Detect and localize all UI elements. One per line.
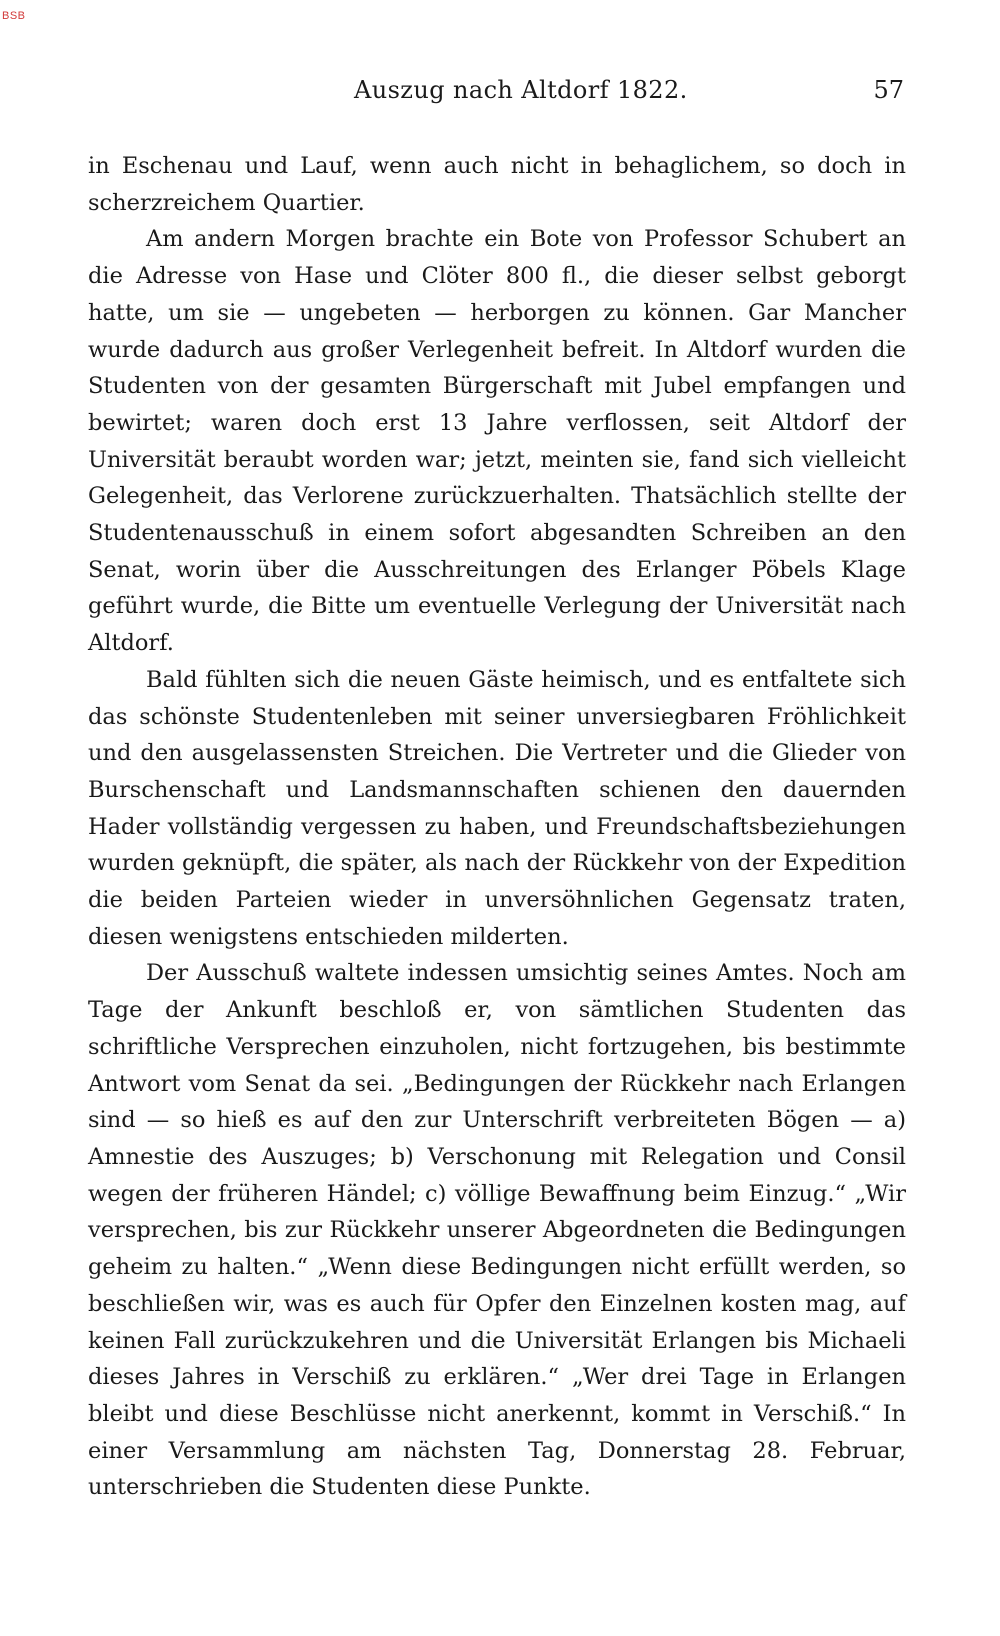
page-header: [84, 76, 904, 116]
body-text: [88, 148, 906, 1506]
running-title: Auszug nach Altdorf 1822.: [354, 76, 688, 104]
paragraph-continuation: in Eschenau und Lauf, wenn auch nicht in behaglichem, so doch in scherzreichem Quartier.: [88, 153, 906, 216]
paragraph: Der Ausschuß waltete indessen umsichtig seines Amtes. Noch am Tage der Ankunft beschloß er, von sämtlichen Studenten das schriftliche Versprechen einzuholen, nicht fortzugehen, bis bestimmte Antwort vom Senat da sei. „Bedingungen der Rückkehr nach Erlangen sind — so hieß es auf den zur Unterschrift verbreiteten Bögen — a) Amnestie des Auszuges; b) Verschonung mit Relegation und Consil wegen der früheren Händel; c) völlige Bewaffnung beim Einzug.“ „Wir versprechen, bis zur Rückkehr unserer Abgeordneten die Bedingungen geheim zu halten.“ „Wenn diese Bedingungen nicht erfüllt werden, so beschließen wir, was es auch für Opfer den Einzelnen kosten mag, auf keinen Fall zurückzukehren und die Universität Erlangen bis Michaeli dieses Jahres in Verschiß zu erklären.“ „Wer drei Tage in Erlangen bleibt und diese Beschlüsse nicht anerkennt, kommt in Verschiß.“ In einer Versammlung am nächsten Tag, Donnerstag 28. Februar, unterschrieben die Studenten diese Punkte.: [88, 960, 906, 1501]
page-number: 57: [873, 76, 904, 104]
library-stamp: BSB: [2, 10, 26, 22]
paragraph: Am andern Morgen brachte ein Bote von Professor Schubert an die Adresse von Hase und Clöter 800 fl., die dieser selbst geborgt hatte, um sie — ungebeten — herborgen zu können. Gar Mancher wurde dadurch aus großer Verlegenheit befreit. In Altdorf wurden die Studenten von der gesamten Bürgerschaft mit Jubel empfangen und bewirtet; waren doch erst 13 Jahre verflossen, seit Altdorf der Universität beraubt worden war; jetzt, meinten sie, fand sich vielleicht Gelegenheit, das Verlorene zurückzuerhalten. Thatsächlich stellte der Studentenausschuß in einem sofort abgesandten Schreiben an den Senat, worin über die Ausschreitungen des Erlanger Pöbels Klage geführt wurde, die Bitte um eventuelle Verlegung der Universität nach Altdorf.: [88, 226, 906, 657]
paragraph: Bald fühlten sich die neuen Gäste heimisch, und es entfaltete sich das schönste Studentenleben mit seiner unversiegbaren Fröhlichkeit und den ausgelassensten Streichen. Die Vertreter und die Glieder von Burschenschaft und Landsmannschaften schienen den dauernden Hader vollständig vergessen zu haben, und Freundschaftsbeziehungen wurden geknüpft, die später, als nach der Rückkehr von der Expedition die beiden Parteien wieder in unversöhnlichen Gegensatz traten, diesen wenigstens entschieden milderten.: [88, 666, 906, 950]
